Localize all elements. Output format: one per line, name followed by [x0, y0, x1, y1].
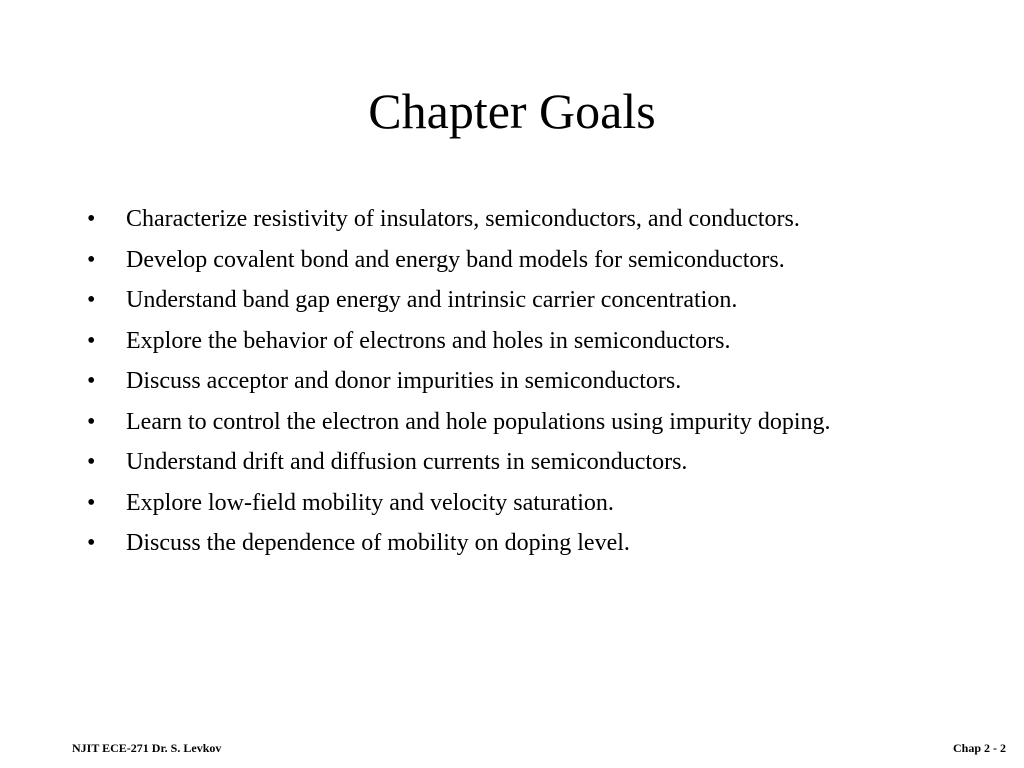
bullet-item	[84, 364, 944, 398]
bullet-text: Explore the behavior of electrons and holes in semiconductors.	[126, 327, 731, 354]
bullet-icon: •	[87, 206, 96, 232]
bullet-item	[84, 445, 944, 479]
bullet-text: Develop covalent bond and energy band models for semiconductors.	[126, 246, 785, 273]
bullet-list	[84, 202, 944, 567]
bullet-icon: •	[87, 408, 96, 435]
bullet-item	[84, 486, 944, 520]
bullet-text: Explore low-field mobility and velocity saturation.	[126, 489, 614, 516]
bullet-item	[84, 283, 944, 317]
bullet-item	[84, 202, 944, 236]
bullet-text: Discuss acceptor and donor impurities in semiconductors.	[126, 368, 682, 394]
bullet-icon: •	[87, 368, 96, 394]
slide-title: Chapter Goals	[368, 83, 656, 139]
bullet-item	[84, 324, 944, 358]
bullet-text: Characterize resistivity of insulators, semiconductors, and conductors.	[126, 206, 800, 232]
footer-course-label: NJIT ECE-271 Dr. S. Levkov	[72, 741, 222, 755]
bullet-text: Discuss the dependence of mobility on doping level.	[126, 530, 630, 556]
footer-page-number: Chap 2 - 2	[952, 741, 1006, 755]
bullet-icon: •	[87, 287, 96, 313]
bullet-icon: •	[87, 449, 96, 475]
bullet-item	[84, 526, 944, 560]
bullet-text: Understand band gap energy and intrinsic carrier concentration.	[126, 287, 738, 313]
bullet-text: Understand drift and diffusion currents in semiconductors.	[126, 449, 688, 475]
bullet-icon: •	[87, 246, 96, 273]
bullet-icon: •	[87, 489, 96, 516]
bullet-item	[84, 243, 944, 277]
bullet-item	[84, 405, 944, 439]
bullet-text: Learn to control the electron and hole populations using impurity doping.	[126, 408, 831, 435]
bullet-icon: •	[87, 327, 96, 354]
bullet-icon: •	[87, 530, 96, 556]
